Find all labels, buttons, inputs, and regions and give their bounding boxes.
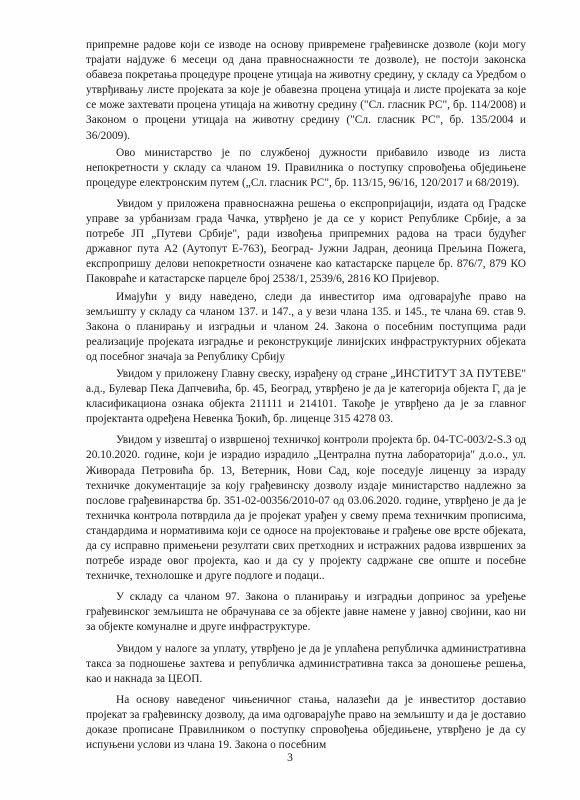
- page-number: 3: [287, 752, 293, 764]
- paragraph-4: Имајући у виду наведено, следи да инвеститор има одговарајуће право на земљишту у складу са чланом 137. и 147., а у вези члана 135. и 145., те члана 69. став 9. Закона о планирању и изградњи и чланом 24. Закона о посебним поступцима ради реализације пројеката изградње и реконструкције линијских инфраструктурних објеката од посебног значаја за Републику Србију: [86, 290, 526, 363]
- paragraph-2: Ово министарство је по службеној дужности прибавило изводе из листа непокретности у складу са чланом 19. Правилника о поступку спровођења обједињене процедуре електронским путем („Сл. гласник РС", бр. 113/15, 96/16, 120/2017 и 68/2019).: [86, 146, 526, 189]
- document-body: [86, 38, 526, 753]
- paragraph-6: Увидом у извештај о извршеној техничкој контроли пројекта бр. 04-ТС-003/2-S.3 од 20.10.2020. године, који је израдио израдило „Централна путна лабораторија" д.о.о., ул. Живорада Петровића бр. 13, Ветерник, Нови Сад, које поседује лиценцу за израду техничке документације за коју грађевинску дозволу издаје министарство надлежно за послове грађевинарства бр. 351-02-00356/2010-07 од 03.06.2020. године, утврђено је да је техничка контрола потврдила да је пројекат урађен у свему према техничким прописима, стандардима и нормативима који се односе на пројектовање и грађење ове врсте објеката, да су исправно примењени резултати свих претходних и истражних радова извршених за потребе израде овог пројекта, као и да су у пројекту садржане све опште и посебне техничке, технолошке и друге подлоге и подаци..: [86, 434, 526, 583]
- paragraph-3: Увидом у приложена правноснажна решења о експропријацији, издата од Градске управе за урбанизам града Чачка, утврђено је да се у корист Републике Србије, а за потребе ЈП „Путеви Србије", ради извођења припремних радова на траси будућег државног пута А2 (Аутопут Е-763), Београд- Јужни Јадран, деоница Прељина Пожега, експропришу делови непокретности означене као катастарске парцеле бр. 876/7, 879 КО Паковраће и катастарске парцеле број 2538/1, 2539/6, 2816 КО Пријевор.: [86, 197, 526, 286]
- paragraph-5: Увидом у приложену Главну свеску, израђену од стране „ИНСТИТУТ ЗА ПУТЕВЕ" а.д., Булевар Пека Дапчевића, бр. 45, Београд, утврђено је да је категорија објекта Г, да је класификациона ознака објекта 211111 и 214101. Такође је утврђено да је за главног пројектанта одређена Невенка Ђокић, бр. лиценце 315 4278 03.: [86, 367, 526, 426]
- paragraph-8: Увидом у налоге за уплату, утврђено је да је уплаћена републичка административна такса за подношење захтева и републичка административна такса за доношење решења, као и накнада за ЦЕОП.: [86, 642, 526, 685]
- paragraph-9: На основу наведеног чињеничног стања, налазећи да је инвеститор доставио пројекат за грађевинску дозволу, да има одговарајуће право на земљишту и да је доставио доказе прописане Правилником о поступку спровођења обједињене, утврђено је да су испуњени услови из члана 19. Закона о посебним: [86, 693, 526, 752]
- paragraph-7: У складу са чланом 97. Закона о планирању и изградњи допринос за уређење грађевинског земљишта не обрачунава се за објекте јавне намене у јавној својини, као ни за објекте комуналне и друге инфраструктуре.: [86, 591, 526, 634]
- paragraph-1: припремне радове који се изводе на основу привремене грађевинске дозволе (који могу трајати најдуже 6 месеци од дана правноснажности те дозволе), не постоји законска обавеза покретања процедуре процене утицаја на животну средину, у складу са Уредбом о утврђивању листе пројеката за које је обавезна процена утицаја и листе пројеката за које се може захтевати процена утицаја на животну средину ("Сл. гласник РС", бр. 114/2008) и Законом о процени утицаја на животну средину ("Сл. гласник РС", бр. 135/2004 и 36/2009).: [86, 39, 526, 142]
